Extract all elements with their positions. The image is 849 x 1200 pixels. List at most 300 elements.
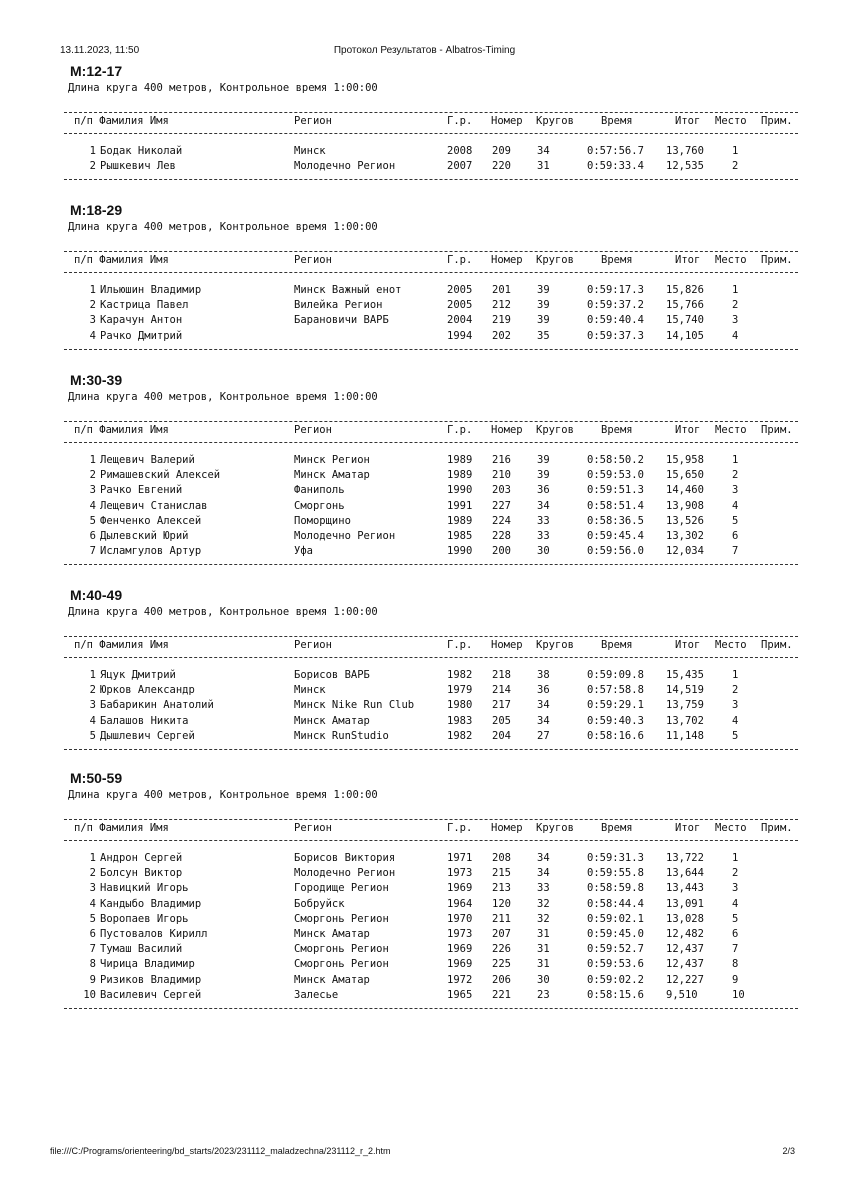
cell-year: 1982 (447, 669, 473, 681)
header-note: Прим. (761, 424, 793, 436)
cell-year: 1980 (447, 699, 473, 712)
result-row (64, 715, 804, 730)
cell-name: Бабарикин Анатолий (100, 699, 214, 712)
result-row (64, 454, 804, 469)
cell-total: 15,650 (666, 469, 704, 482)
header-pp-name: п/п Фамилия Имя (74, 115, 169, 127)
cell-year: 1990 (447, 545, 473, 558)
cell-region: Борисов ВАРБ (294, 669, 370, 681)
cell-name: Тумаш Василий (100, 943, 183, 956)
cell-time: 0:58:36.5 (587, 514, 644, 527)
result-row (64, 314, 804, 329)
result-row (64, 284, 804, 299)
cell-pp: 6 (89, 928, 96, 940)
cell-name: Болсун Виктор (100, 867, 183, 880)
header-total: Итог (675, 115, 701, 127)
cell-pp: 4 (89, 897, 96, 910)
group-title: М:50-59 (70, 770, 123, 786)
cell-name: Воропаев Игорь (100, 912, 189, 925)
header-time: Время (601, 822, 633, 834)
cell-pp: 6 (89, 530, 96, 542)
cell-pp: 1 (89, 852, 96, 864)
header-note: Прим. (761, 115, 793, 127)
cell-total: 12,535 (666, 160, 704, 173)
result-row (64, 145, 804, 160)
cell-pp: 2 (89, 469, 96, 482)
cell-name: Фенченко Алексей (100, 514, 202, 527)
cell-time: 0:59:56.0 (587, 545, 644, 558)
cell-laps: 30 (537, 545, 550, 558)
cell-laps: 34 (537, 852, 550, 864)
header-year: Г.р. (447, 639, 473, 651)
cell-region: Минск Аматар (294, 469, 370, 482)
cell-total: 15,766 (666, 299, 704, 312)
cell-place: 6 (732, 530, 739, 542)
result-row (64, 943, 804, 958)
cell-pp: 2 (89, 867, 96, 880)
dashed-rule (64, 112, 798, 113)
header-number: Номер (491, 639, 523, 651)
result-row (64, 299, 804, 314)
cell-place: 4 (732, 499, 739, 512)
header-place: Место (715, 424, 747, 436)
cell-time: 0:59:45.0 (587, 928, 644, 940)
result-row (64, 484, 804, 499)
dashed-rule (64, 421, 798, 422)
cell-number: 208 (492, 852, 511, 864)
group-info: Длина круга 400 метров, Контрольное время 1:00:00 (68, 606, 378, 618)
cell-region: Городище Регион (294, 882, 389, 895)
cell-number: 210 (492, 469, 511, 482)
result-row (64, 989, 804, 1004)
result-row (64, 684, 804, 699)
cell-region: Молодечно Регион (294, 530, 396, 542)
cell-place: 7 (732, 943, 739, 956)
cell-number: 213 (492, 882, 511, 895)
cell-number: 206 (492, 973, 511, 986)
cell-year: 1969 (447, 958, 473, 971)
dashed-rule (64, 819, 798, 820)
cell-name: Пустовалов Кирилл (100, 928, 208, 940)
cell-region: Минск Аматар (294, 928, 370, 940)
result-row (64, 974, 804, 989)
cell-laps: 31 (537, 928, 550, 940)
dashed-rule (64, 133, 798, 134)
group-title: М:18-29 (70, 202, 123, 218)
cell-place: 5 (732, 729, 739, 742)
cell-year: 1973 (447, 928, 473, 940)
cell-total: 13,526 (666, 514, 704, 527)
cell-pp: 1 (89, 145, 96, 157)
cell-name: Рачко Евгений (100, 484, 183, 497)
dashed-rule (64, 179, 798, 180)
header-place: Место (715, 822, 747, 834)
dashed-rule (64, 349, 798, 350)
header-total: Итог (675, 254, 701, 266)
cell-number: 202 (492, 329, 511, 342)
cell-place: 1 (732, 669, 739, 681)
cell-pp: 7 (89, 545, 96, 558)
cell-time: 0:59:53.0 (587, 469, 644, 482)
cell-number: 212 (492, 299, 511, 312)
dashed-rule (64, 442, 798, 443)
cell-time: 0:59:40.3 (587, 714, 644, 727)
cell-laps: 34 (537, 499, 550, 512)
cell-total: 15,958 (666, 454, 704, 466)
result-row (64, 898, 804, 913)
cell-pp: 10 (83, 988, 96, 1001)
cell-number: 205 (492, 714, 511, 727)
cell-number: 204 (492, 729, 511, 742)
cell-place: 6 (732, 928, 739, 940)
cell-pp: 7 (89, 943, 96, 956)
cell-time: 0:59:51.3 (587, 484, 644, 497)
cell-laps: 34 (537, 867, 550, 880)
cell-year: 2007 (447, 160, 473, 173)
cell-name: Римашевский Алексей (100, 469, 221, 482)
cell-laps: 36 (537, 684, 550, 697)
cell-place: 9 (732, 973, 739, 986)
cell-year: 2005 (447, 299, 473, 312)
cell-laps: 31 (537, 160, 550, 173)
cell-pp: 4 (89, 329, 96, 342)
cell-time: 0:59:37.3 (587, 329, 644, 342)
cell-year: 1990 (447, 484, 473, 497)
header-number: Номер (491, 424, 523, 436)
cell-name: Лещевич Валерий (100, 454, 195, 466)
table-header-row (64, 424, 804, 439)
cell-time: 0:58:51.4 (587, 499, 644, 512)
cell-year: 1970 (447, 912, 473, 925)
cell-laps: 34 (537, 699, 550, 712)
table-header-row (64, 115, 804, 130)
cell-name: Чирица Владимир (100, 958, 195, 971)
cell-place: 5 (732, 514, 739, 527)
header-time: Время (601, 424, 633, 436)
cell-laps: 39 (537, 469, 550, 482)
cell-time: 0:59:33.4 (587, 160, 644, 173)
cell-time: 0:58:15.6 (587, 988, 644, 1001)
cell-total: 13,702 (666, 714, 704, 727)
cell-total: 13,760 (666, 145, 704, 157)
cell-region: Минск RunStudio (294, 729, 389, 742)
header-region: Регион (294, 254, 332, 266)
group-info: Длина круга 400 метров, Контрольное время 1:00:00 (68, 221, 378, 233)
header-laps: Кругов (536, 254, 574, 266)
cell-time: 0:59:55.8 (587, 867, 644, 880)
print-footer-path: file:///C:/Programs/orienteering/bd_starts/2023/231112_maladzechna/231112_r_2.htm (50, 1146, 391, 1156)
header-place: Место (715, 115, 747, 127)
cell-year: 1979 (447, 684, 473, 697)
cell-total: 9,510 (666, 988, 698, 1001)
cell-time: 0:57:58.8 (587, 684, 644, 697)
cell-region: Поморщино (294, 514, 351, 527)
cell-total: 14,519 (666, 684, 704, 697)
cell-time: 0:59:37.2 (587, 299, 644, 312)
cell-name: Дылевский Юрий (100, 530, 189, 542)
cell-number: 207 (492, 928, 511, 940)
cell-laps: 39 (537, 284, 550, 296)
cell-name: Рачко Дмитрий (100, 329, 183, 342)
cell-region: Молодечно Регион (294, 867, 396, 880)
cell-total: 13,028 (666, 912, 704, 925)
cell-number: 225 (492, 958, 511, 971)
table-header-row (64, 822, 804, 837)
cell-name: Рышкевич Лев (100, 160, 176, 173)
result-row (64, 852, 804, 867)
cell-region: Сморгонь (294, 499, 345, 512)
header-time: Время (601, 254, 633, 266)
cell-name: Кандыбо Владимир (100, 897, 202, 910)
cell-laps: 31 (537, 958, 550, 971)
cell-place: 1 (732, 852, 739, 864)
cell-total: 13,722 (666, 852, 704, 864)
cell-pp: 5 (89, 912, 96, 925)
result-row (64, 469, 804, 484)
cell-place: 4 (732, 329, 739, 342)
header-laps: Кругов (536, 424, 574, 436)
header-region: Регион (294, 115, 332, 127)
cell-time: 0:59:09.8 (587, 669, 644, 681)
cell-pp: 2 (89, 684, 96, 697)
cell-laps: 39 (537, 314, 550, 327)
result-row (64, 882, 804, 897)
cell-laps: 34 (537, 714, 550, 727)
cell-number: 220 (492, 160, 511, 173)
cell-place: 3 (732, 484, 739, 497)
cell-time: 0:58:59.8 (587, 882, 644, 895)
result-row (64, 545, 804, 560)
cell-time: 0:59:53.6 (587, 958, 644, 971)
cell-region: Бобруйск (294, 897, 345, 910)
cell-region: Минск Регион (294, 454, 370, 466)
dashed-rule (64, 749, 798, 750)
result-row (64, 699, 804, 714)
cell-name: Исламгулов Артур (100, 545, 202, 558)
group-title: М:30-39 (70, 372, 123, 388)
cell-name: Ильюшин Владимир (100, 284, 202, 296)
cell-region: Вилейка Регион (294, 299, 383, 312)
cell-laps: 33 (537, 530, 550, 542)
cell-year: 1983 (447, 714, 473, 727)
cell-number: 221 (492, 988, 511, 1001)
cell-number: 214 (492, 684, 511, 697)
cell-place: 5 (732, 912, 739, 925)
cell-total: 12,482 (666, 928, 704, 940)
group-info: Длина круга 400 метров, Контрольное время 1:00:00 (68, 82, 378, 94)
cell-name: Яцук Дмитрий (100, 669, 176, 681)
cell-time: 0:59:40.4 (587, 314, 644, 327)
cell-number: 211 (492, 912, 511, 925)
dashed-rule (64, 1008, 798, 1009)
cell-region: Минск Nike Run Club (294, 699, 415, 712)
header-total: Итог (675, 639, 701, 651)
cell-pp: 2 (89, 160, 96, 173)
header-year: Г.р. (447, 254, 473, 266)
dashed-rule (64, 636, 798, 637)
cell-year: 1973 (447, 867, 473, 880)
cell-time: 0:57:56.7 (587, 145, 644, 157)
cell-region: Минск Аматар (294, 973, 370, 986)
cell-time: 0:58:50.2 (587, 454, 644, 466)
cell-place: 2 (732, 684, 739, 697)
header-pp-name: п/п Фамилия Имя (74, 639, 169, 651)
dashed-rule (64, 272, 798, 273)
cell-year: 1969 (447, 882, 473, 895)
header-total: Итог (675, 822, 701, 834)
cell-laps: 35 (537, 329, 550, 342)
cell-laps: 30 (537, 973, 550, 986)
cell-laps: 34 (537, 145, 550, 157)
cell-name: Андрон Сергей (100, 852, 183, 864)
cell-total: 15,826 (666, 284, 704, 296)
cell-pp: 3 (89, 484, 96, 497)
header-number: Номер (491, 822, 523, 834)
group-title: М:40-49 (70, 587, 123, 603)
cell-region: Сморгонь Регион (294, 958, 389, 971)
cell-name: Карачун Антон (100, 314, 183, 327)
cell-number: 215 (492, 867, 511, 880)
cell-total: 13,759 (666, 699, 704, 712)
cell-region: Минск Аматар (294, 714, 370, 727)
cell-number: 120 (492, 897, 511, 910)
header-note: Прим. (761, 254, 793, 266)
cell-time: 0:59:17.3 (587, 284, 644, 296)
cell-region: Сморгонь Регион (294, 943, 389, 956)
header-total: Итог (675, 424, 701, 436)
cell-number: 218 (492, 669, 511, 681)
cell-place: 3 (732, 882, 739, 895)
cell-name: Дышлевич Сергей (100, 729, 195, 742)
cell-place: 4 (732, 714, 739, 727)
cell-region: Барановичи ВАРБ (294, 314, 389, 327)
result-row (64, 958, 804, 973)
cell-pp: 4 (89, 714, 96, 727)
cell-total: 13,908 (666, 499, 704, 512)
header-time: Время (601, 115, 633, 127)
cell-year: 1965 (447, 988, 473, 1001)
cell-place: 2 (732, 160, 739, 173)
header-region: Регион (294, 822, 332, 834)
cell-number: 203 (492, 484, 511, 497)
cell-pp: 5 (89, 514, 96, 527)
cell-number: 216 (492, 454, 511, 466)
cell-total: 14,105 (666, 329, 704, 342)
cell-year: 1964 (447, 897, 473, 910)
header-number: Номер (491, 115, 523, 127)
cell-place: 8 (732, 958, 739, 971)
cell-total: 12,437 (666, 958, 704, 971)
cell-place: 1 (732, 284, 739, 296)
result-row (64, 730, 804, 745)
cell-region: Молодечно Регион (294, 160, 396, 173)
cell-number: 228 (492, 530, 511, 542)
cell-total: 13,302 (666, 530, 704, 542)
result-row (64, 515, 804, 530)
header-place: Место (715, 254, 747, 266)
cell-time: 0:59:31.3 (587, 852, 644, 864)
cell-laps: 27 (537, 729, 550, 742)
cell-year: 1972 (447, 973, 473, 986)
result-row (64, 500, 804, 515)
result-row (64, 913, 804, 928)
cell-time: 0:59:02.1 (587, 912, 644, 925)
cell-place: 7 (732, 545, 739, 558)
group-title: М:12-17 (70, 63, 123, 79)
cell-place: 4 (732, 897, 739, 910)
cell-year: 2004 (447, 314, 473, 327)
header-region: Регион (294, 424, 332, 436)
cell-total: 13,091 (666, 897, 704, 910)
cell-region: Фаниполь (294, 484, 345, 497)
cell-name: Навицкий Игорь (100, 882, 189, 895)
cell-time: 0:59:45.4 (587, 530, 644, 542)
cell-number: 209 (492, 145, 511, 157)
cell-place: 2 (732, 469, 739, 482)
cell-pp: 3 (89, 314, 96, 327)
cell-region: Минск (294, 145, 326, 157)
cell-total: 15,435 (666, 669, 704, 681)
cell-total: 15,740 (666, 314, 704, 327)
cell-year: 1989 (447, 469, 473, 482)
cell-number: 227 (492, 499, 511, 512)
cell-pp: 9 (89, 973, 96, 986)
cell-total: 12,437 (666, 943, 704, 956)
cell-total: 12,034 (666, 545, 704, 558)
header-pp-name: п/п Фамилия Имя (74, 254, 169, 266)
cell-time: 0:59:52.7 (587, 943, 644, 956)
result-row (64, 928, 804, 943)
header-time: Время (601, 639, 633, 651)
cell-laps: 39 (537, 454, 550, 466)
cell-number: 226 (492, 943, 511, 956)
cell-total: 13,443 (666, 882, 704, 895)
print-header-title: Протокол Результатов - Albatros-Timing (333, 45, 516, 56)
cell-place: 1 (732, 145, 739, 157)
header-laps: Кругов (536, 639, 574, 651)
cell-name: Василевич Сергей (100, 988, 202, 1001)
cell-pp: 1 (89, 284, 96, 296)
print-footer-page: 2/3 (782, 1146, 795, 1156)
cell-laps: 33 (537, 882, 550, 895)
cell-region: Сморгонь Регион (294, 912, 389, 925)
dashed-rule (64, 564, 798, 565)
cell-laps: 36 (537, 484, 550, 497)
cell-time: 0:58:16.6 (587, 729, 644, 742)
cell-laps: 39 (537, 299, 550, 312)
print-header-date: 13.11.2023, 11:50 (60, 45, 140, 56)
cell-pp: 3 (89, 882, 96, 895)
cell-time: 0:59:02.2 (587, 973, 644, 986)
cell-number: 224 (492, 514, 511, 527)
header-note: Прим. (761, 822, 793, 834)
header-region: Регион (294, 639, 332, 651)
cell-laps: 38 (537, 669, 550, 681)
cell-laps: 32 (537, 912, 550, 925)
result-row (64, 669, 804, 684)
cell-total: 14,460 (666, 484, 704, 497)
header-year: Г.р. (447, 424, 473, 436)
header-laps: Кругов (536, 822, 574, 834)
table-header-row (64, 254, 804, 269)
header-year: Г.р. (447, 822, 473, 834)
cell-place: 1 (732, 454, 739, 466)
cell-region: Уфа (294, 545, 313, 558)
result-row (64, 160, 804, 175)
cell-place: 3 (732, 314, 739, 327)
cell-name: Юрков Александр (100, 684, 195, 697)
cell-year: 2008 (447, 145, 473, 157)
